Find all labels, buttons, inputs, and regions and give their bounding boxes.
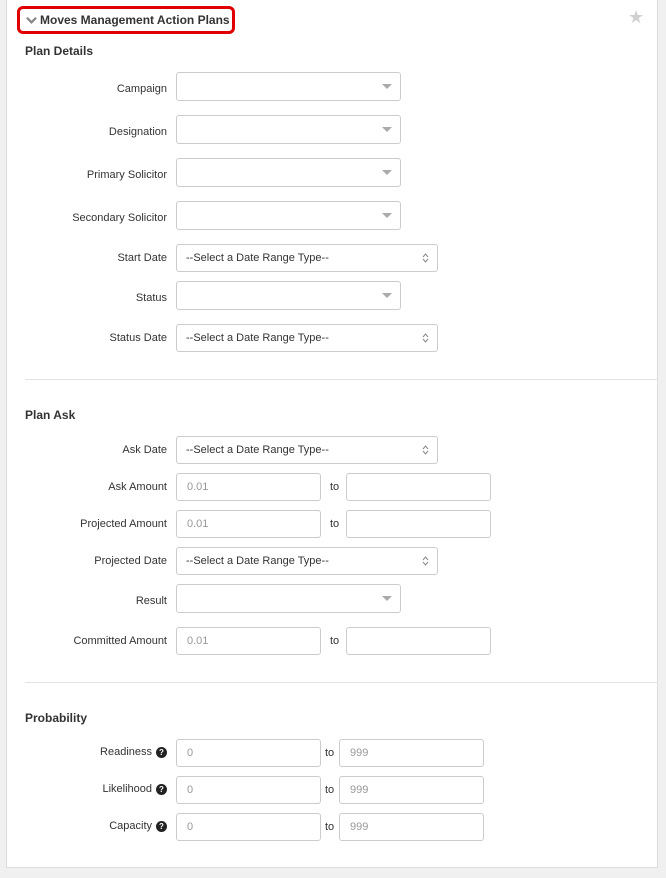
- ask-date-value: --Select a Date Range Type--: [186, 444, 329, 456]
- projected-amount-min-input[interactable]: [176, 510, 321, 538]
- ask-amount-max-input[interactable]: [346, 473, 491, 501]
- range-to-label: to: [330, 635, 340, 647]
- placeholder-text: 0: [187, 821, 194, 833]
- status-label: Status: [135, 292, 167, 304]
- committed-amount-label: Committed Amount: [73, 635, 167, 647]
- panel-header-toggle[interactable]: [17, 6, 235, 34]
- caret-down-icon: [382, 170, 392, 175]
- placeholder-text: 0.01: [187, 518, 209, 530]
- help-icon[interactable]: ?: [156, 821, 167, 832]
- committed-amount-min-input[interactable]: [176, 627, 321, 655]
- ask-amount-min-input[interactable]: [176, 473, 321, 501]
- designation-select[interactable]: [176, 115, 401, 144]
- primary-solicitor-label: Primary Solicitor: [86, 169, 167, 181]
- range-to-label: to: [325, 747, 335, 759]
- caret-down-icon: [382, 596, 392, 601]
- start-date-value: --Select a Date Range Type--: [186, 252, 329, 264]
- up-down-arrows-icon: [422, 555, 429, 567]
- result-label: Result: [135, 595, 167, 607]
- capacity-max-input[interactable]: [339, 813, 484, 841]
- start-date-range-select[interactable]: [176, 244, 438, 272]
- committed-amount-max-input[interactable]: [346, 627, 491, 655]
- caret-down-icon: [382, 84, 392, 89]
- placeholder-text: 999: [350, 821, 369, 833]
- status-date-label: Status Date: [109, 332, 167, 344]
- status-date-range-select[interactable]: [176, 324, 438, 352]
- section-divider: [25, 682, 658, 683]
- capacity-label-text: Capacity: [109, 820, 152, 832]
- placeholder-text: 999: [350, 784, 369, 796]
- result-select[interactable]: [176, 584, 401, 613]
- campaign-label: Campaign: [116, 83, 167, 95]
- ask-date-label: Ask Date: [122, 444, 167, 456]
- section-divider: [25, 379, 658, 380]
- range-to-label: to: [325, 821, 335, 833]
- placeholder-text: 0: [187, 784, 194, 796]
- range-to-label: to: [325, 784, 335, 796]
- secondary-solicitor-label: Secondary Solicitor: [72, 212, 167, 224]
- up-down-arrows-icon: [422, 332, 429, 344]
- section-title-plan-details: Plan Details: [25, 44, 94, 58]
- status-select[interactable]: [176, 281, 401, 310]
- projected-amount-label: Projected Amount: [80, 518, 167, 530]
- placeholder-text: 0.01: [187, 635, 209, 647]
- start-date-label: Start Date: [117, 252, 167, 264]
- caret-down-icon: [382, 293, 392, 298]
- range-to-label: to: [330, 518, 340, 530]
- capacity-min-input[interactable]: [176, 813, 321, 841]
- campaign-select[interactable]: [176, 72, 401, 101]
- placeholder-text: 0: [187, 747, 194, 759]
- likelihood-min-input[interactable]: [176, 776, 321, 804]
- likelihood-label: [0, 783, 167, 795]
- ask-date-range-select[interactable]: [176, 436, 438, 464]
- projected-date-range-select[interactable]: [176, 547, 438, 575]
- readiness-min-input[interactable]: [176, 739, 321, 767]
- help-icon[interactable]: ?: [156, 747, 167, 758]
- up-down-arrows-icon: [422, 252, 429, 264]
- panel-title: Moves Management Action Plans: [40, 13, 230, 27]
- readiness-label-text: Readiness: [100, 746, 152, 758]
- caret-down-icon: [382, 213, 392, 218]
- primary-solicitor-select[interactable]: [176, 158, 401, 187]
- projected-date-value: --Select a Date Range Type--: [186, 555, 329, 567]
- section-title-probability: Probability: [25, 711, 88, 725]
- favorite-star-icon[interactable]: ★: [628, 7, 645, 27]
- chevron-down-icon: [26, 15, 37, 26]
- secondary-solicitor-select[interactable]: [176, 201, 401, 230]
- ask-amount-label: Ask Amount: [108, 481, 167, 493]
- projected-amount-max-input[interactable]: [346, 510, 491, 538]
- capacity-label: [0, 820, 167, 832]
- readiness-max-input[interactable]: [339, 739, 484, 767]
- likelihood-label-text: Likelihood: [102, 783, 152, 795]
- section-title-plan-ask: Plan Ask: [25, 408, 76, 422]
- designation-label: Designation: [108, 126, 167, 138]
- up-down-arrows-icon: [422, 444, 429, 456]
- placeholder-text: 999: [350, 747, 369, 759]
- range-to-label: to: [330, 481, 340, 493]
- readiness-label: [0, 746, 167, 758]
- projected-date-label: Projected Date: [94, 555, 167, 567]
- help-icon[interactable]: ?: [156, 784, 167, 795]
- likelihood-max-input[interactable]: [339, 776, 484, 804]
- placeholder-text: 0.01: [187, 481, 209, 493]
- status-date-value: --Select a Date Range Type--: [186, 332, 329, 344]
- caret-down-icon: [382, 127, 392, 132]
